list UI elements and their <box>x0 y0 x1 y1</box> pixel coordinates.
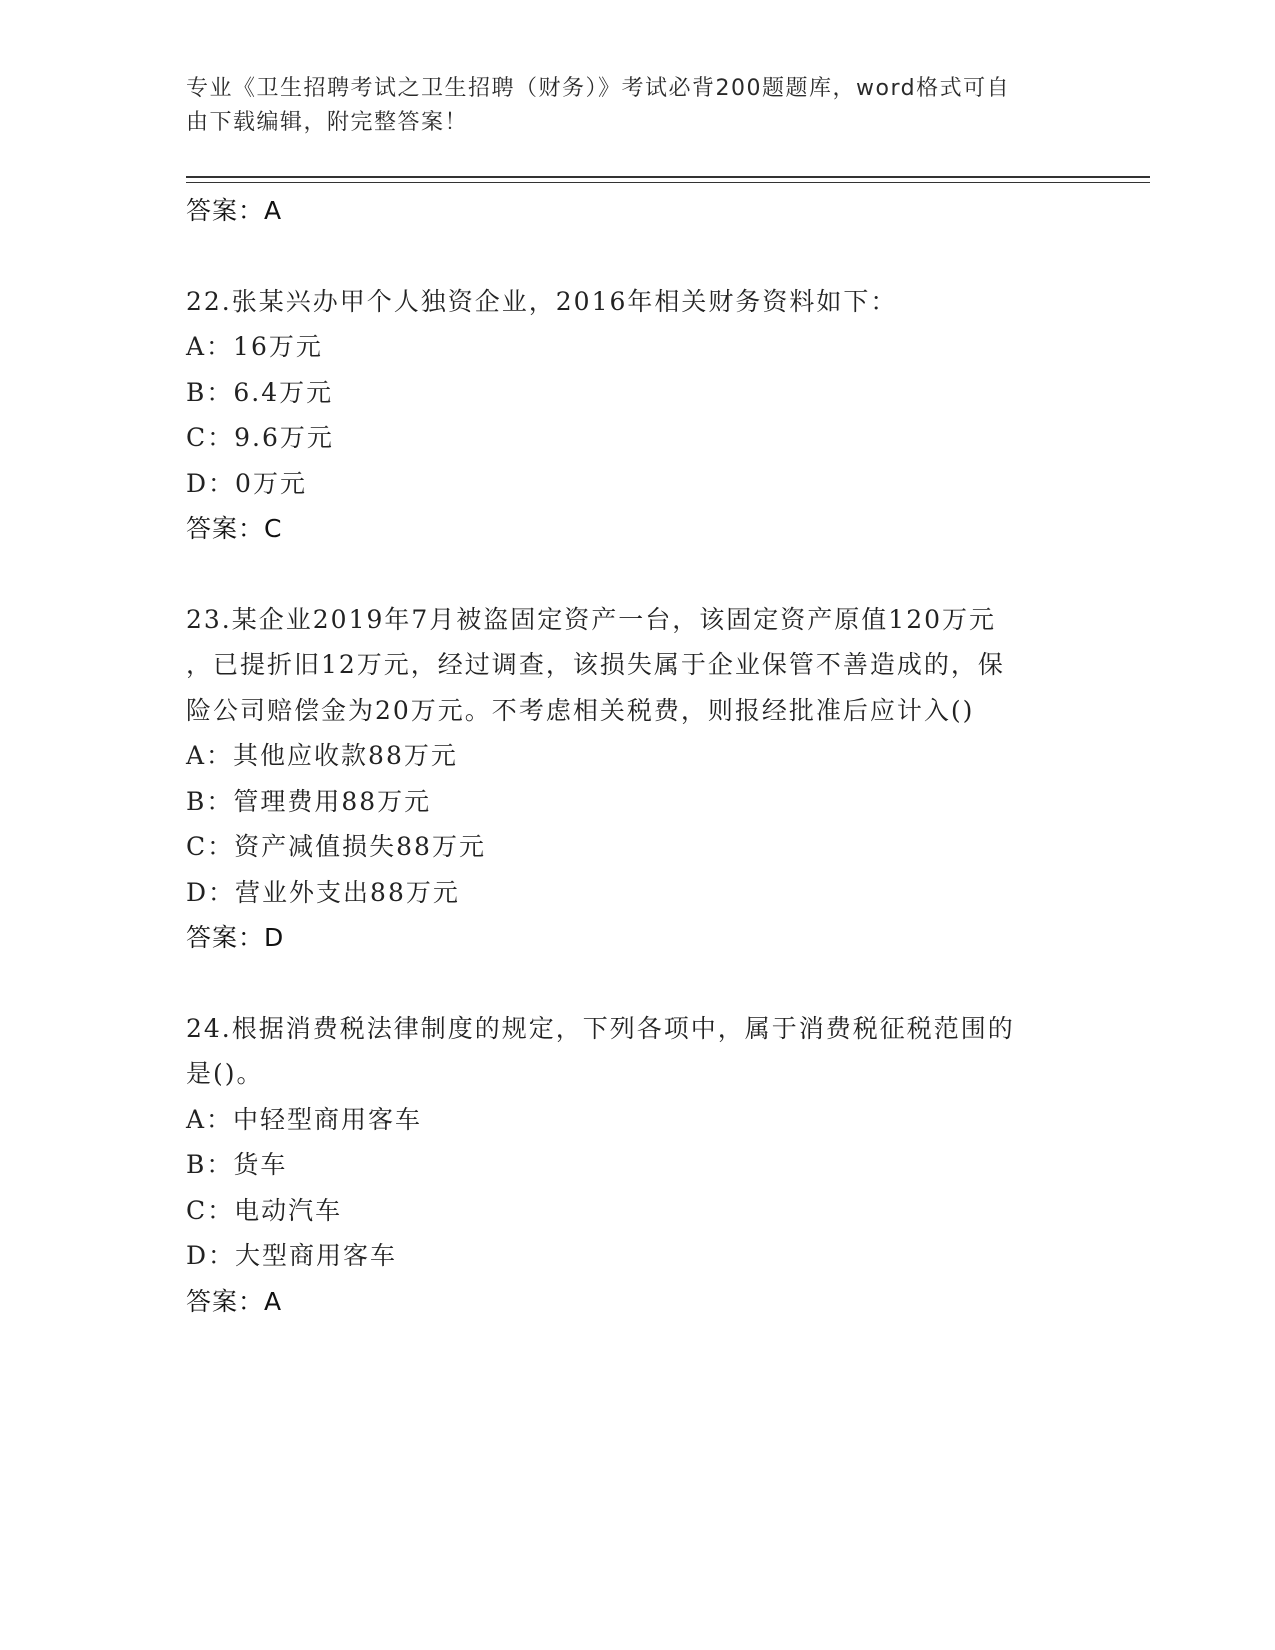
answer-line: 答案：A <box>186 1286 283 1316</box>
spacer <box>186 961 1086 1006</box>
header-divider-thick <box>186 176 1150 178</box>
option-c: C：9.6万元 <box>186 423 334 452</box>
option-c: C：电动汽车 <box>186 1195 343 1225</box>
question-text: 23.某企业2019年7月被盗固定资产一台，该固定资产原值120万元 <box>186 604 997 634</box>
spacer <box>186 234 1086 279</box>
question-text: 24.根据消费税法律制度的规定，下列各项中，属于消费税征税范围的 <box>186 1013 1015 1043</box>
question-text: 险公司赔偿金为20万元。不考虑相关税费，则报经批准后应计入() <box>186 695 975 725</box>
option-c: C：资产减值损失88万元 <box>186 832 486 861</box>
header-line-2: 由下载编辑，附完整答案！ <box>186 110 469 135</box>
question-text: ，已提折旧12万元，经过调查，该损失属于企业保管不善造成的，保 <box>186 650 1005 679</box>
answer-line: 答案：C <box>186 514 283 543</box>
option-a: A：其他应收款88万元 <box>186 741 458 770</box>
question-text: 22.张某兴办甲个人独资企业，2016年相关财务资料如下： <box>186 286 898 316</box>
document-header <box>186 72 1066 140</box>
answer-line: 答案：D <box>186 923 285 952</box>
option-a: A：中轻型商用客车 <box>186 1104 423 1134</box>
option-b: B：6.4万元 <box>186 377 334 407</box>
option-d: D：营业外支出88万元 <box>186 877 460 907</box>
option-b: B：管理费用88万元 <box>186 786 432 816</box>
header-line-1: 专业《卫生招聘考试之卫生招聘（财务）》考试必背200题题库，word格式可自 <box>186 76 1011 101</box>
answer-line: 答案：A <box>186 196 283 225</box>
question-list <box>186 188 1086 1324</box>
option-a: A：16万元 <box>186 332 323 361</box>
option-d: D：大型商用客车 <box>186 1241 398 1270</box>
question-block-22 <box>186 279 1086 552</box>
question-block-24 <box>186 1006 1086 1325</box>
header-divider-thin <box>186 182 1150 183</box>
question-block-23 <box>186 597 1086 961</box>
spacer <box>186 552 1086 597</box>
question-text: 是()。 <box>186 1059 264 1088</box>
option-d: D：0万元 <box>186 468 307 498</box>
option-b: B：货车 <box>186 1150 288 1179</box>
